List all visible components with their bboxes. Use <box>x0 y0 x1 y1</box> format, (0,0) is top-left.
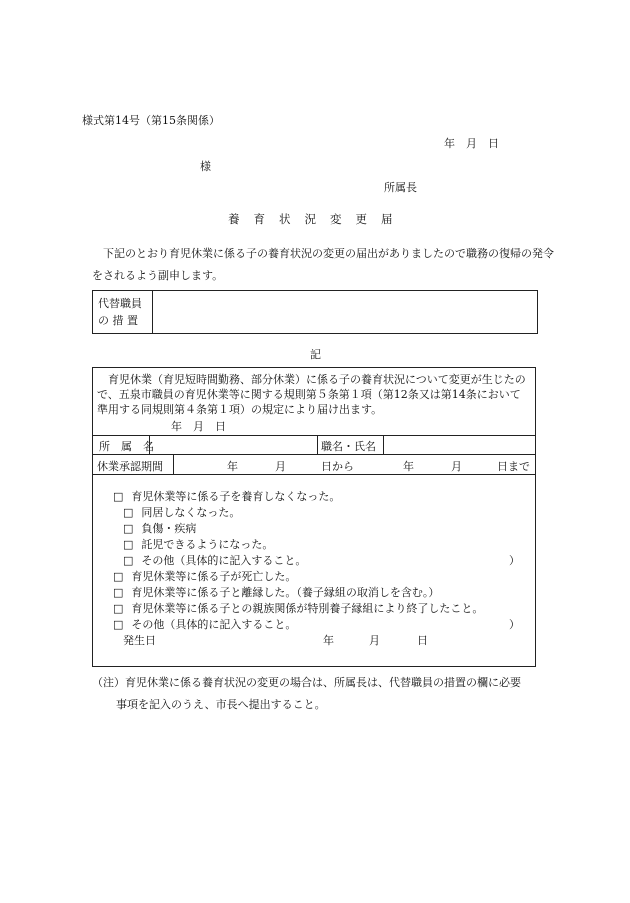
dept-label: 所 属 名 <box>99 440 154 453</box>
checkbox[interactable]: □ <box>113 602 124 615</box>
col-divider <box>149 435 150 454</box>
checklist-item-label: その他（具体的に記入すること。 <box>131 618 297 631</box>
checkbox[interactable]: □ <box>123 506 134 519</box>
checklist-item[interactable] <box>113 616 296 632</box>
period-from-month: 月 <box>275 460 286 473</box>
name-label: 職名・氏名 <box>321 440 376 453</box>
form-number: 様式第14号（第15条関係） <box>82 114 220 127</box>
checkbox[interactable]: □ <box>123 522 134 535</box>
footnote-line1: （注）育児休業に係る養育状況の変更の場合は、所属長は、代替職員の措置の欄に必要 <box>92 676 521 689</box>
addressee-suffix: 様 <box>200 160 211 173</box>
checklist-item-label: 育児休業等に係る子と離縁した。（養子縁組の取消しを含む。） <box>131 586 440 599</box>
checklist-item[interactable] <box>123 504 240 520</box>
declaration-date: 年 月 日 <box>171 420 226 433</box>
row-divider <box>93 435 535 436</box>
period-from-day: 日から <box>321 460 354 473</box>
substitute-label-line1: 代替職員 <box>98 297 142 310</box>
period-to-year: 年 <box>403 460 414 473</box>
substitute-staff-box <box>92 290 538 334</box>
checkbox[interactable]: □ <box>113 490 124 503</box>
occurrence-year: 年 <box>323 634 334 647</box>
checkbox[interactable]: □ <box>123 538 134 551</box>
period-to-month: 月 <box>451 460 462 473</box>
col-divider <box>173 454 174 474</box>
checkbox[interactable]: □ <box>113 570 124 583</box>
checklist-item-label: 負傷・疾病 <box>141 522 197 535</box>
checklist-item-label: その他（具体的に記入すること。 <box>141 554 307 567</box>
name-field[interactable] <box>389 438 529 452</box>
sender-title: 所属長 <box>384 181 417 194</box>
col-divider <box>317 435 318 454</box>
col-divider <box>383 435 384 454</box>
close-paren: ） <box>509 618 520 631</box>
occurrence-day: 日 <box>417 634 428 647</box>
checklist-item-label: 託児できるようになった。 <box>141 538 274 551</box>
declaration-text: 育児休業（育児短時間勤務、部分休業）に係る子の養育状況について変更が生じたので、五泉市職員の育児休業等に関する規則第５条第１項（第12条又は第14条において準用する同規則第４条第１項）の規定により届け出ます。 <box>97 373 526 416</box>
intro-paragraph: 下記のとおり育児休業に係る子の養育状況の変更の届出がありましたので職務の復帰の発令をされるよう副申します。 <box>92 247 554 282</box>
period-from-year: 年 <box>227 460 238 473</box>
checklist-item-label: 育児休業等に係る子との親族関係が特別養子縁組により終了したこと。 <box>131 602 484 615</box>
row-divider <box>93 454 535 455</box>
footnote-line2: 事項を記入のうえ、市長へ提出すること。 <box>116 698 326 711</box>
checklist-item[interactable] <box>123 520 196 536</box>
substitute-label-line2: の 措 置 <box>98 314 138 327</box>
checklist-item[interactable] <box>113 488 340 504</box>
checklist-item-label: 育児休業等に係る子を養育しなくなった。 <box>131 490 341 503</box>
document-title: 養育状況変更届 <box>228 212 407 226</box>
checklist-item[interactable] <box>113 568 296 584</box>
period-label: 休業承認期間 <box>97 460 163 473</box>
checklist-item-label: 育児休業等に係る子が死亡した。 <box>131 570 297 583</box>
checkbox[interactable]: □ <box>113 586 124 599</box>
dept-field[interactable] <box>155 438 315 452</box>
checklist-item-label: 同居しなくなった。 <box>141 506 241 519</box>
checklist-item[interactable] <box>123 536 273 552</box>
checkbox[interactable]: □ <box>123 554 134 567</box>
checklist-item[interactable] <box>123 552 306 568</box>
submission-date: 年 月 日 <box>444 137 499 150</box>
declaration-box <box>92 367 536 667</box>
checklist-item[interactable] <box>113 584 439 600</box>
occurrence-month: 月 <box>369 634 380 647</box>
close-paren: ） <box>509 554 520 567</box>
footnote <box>92 672 554 716</box>
occurrence-label: 発生日 <box>123 634 156 647</box>
row-divider <box>93 474 535 475</box>
ki-heading: 記 <box>310 348 321 361</box>
checklist-item[interactable] <box>113 600 483 616</box>
substitute-staff-label <box>93 291 153 333</box>
period-to-day: 日まで <box>497 460 530 473</box>
checkbox[interactable]: □ <box>113 618 124 631</box>
